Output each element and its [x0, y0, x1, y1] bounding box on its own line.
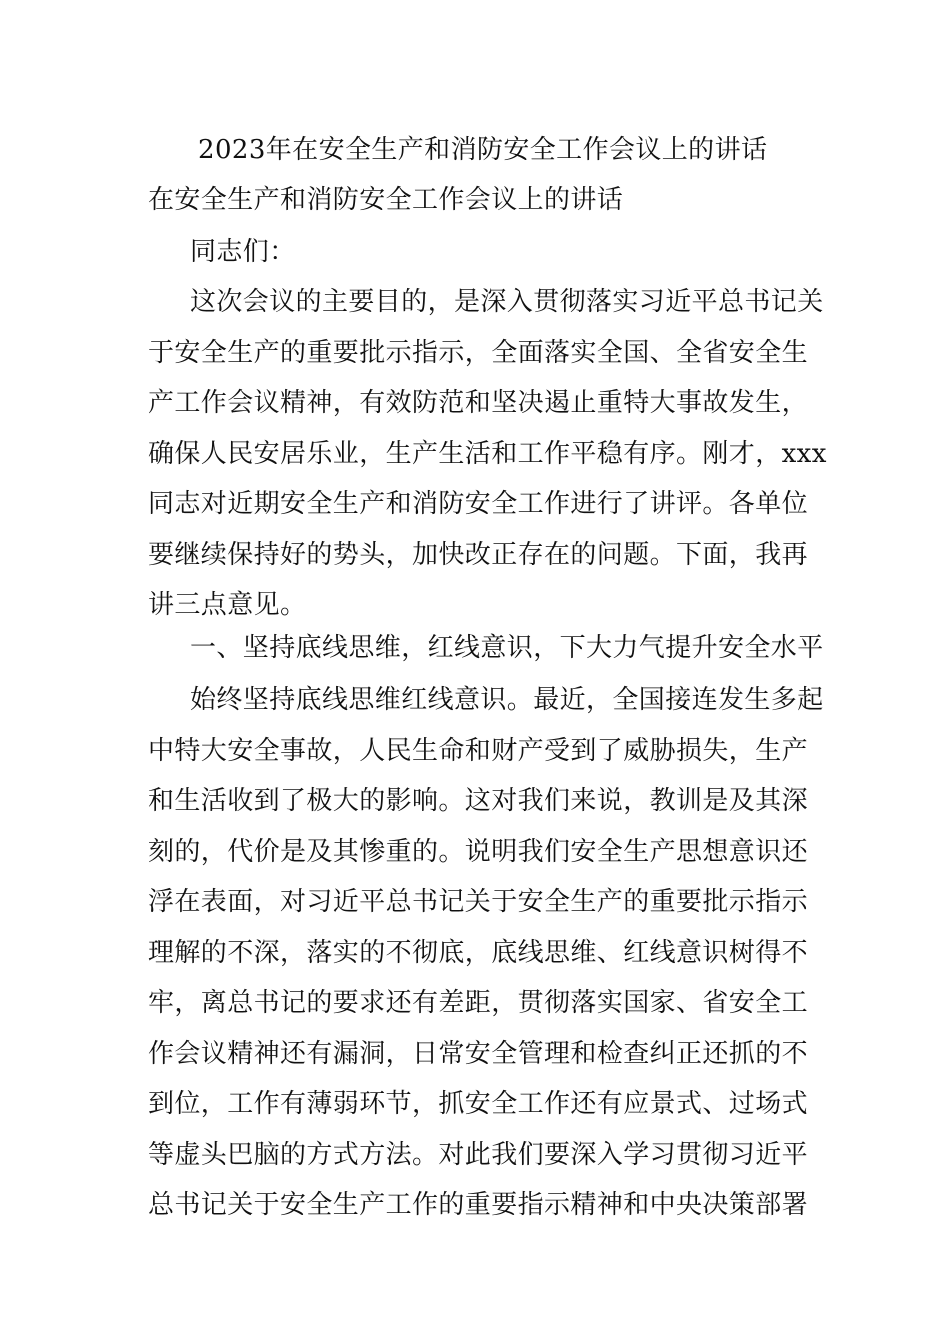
paragraph-line: 要继续保持好的势头，加快改正存在的问题。下面，我再 [148, 539, 809, 570]
section-heading: 一、坚持底线思维，红线意识，下大力气提升安全水平 [190, 633, 824, 663]
paragraph-line: 于安全生产的重要批示指示，全面落实全国、全省安全生 [148, 337, 809, 368]
paragraph-line: 理解的不深，落实的不彻底，底线思维、红线意识树得不 [148, 937, 809, 968]
salutation: 同志们： [190, 237, 296, 267]
paragraph-intro [148, 286, 827, 640]
document-subtitle: 在安全生产和消防安全工作会议上的讲话 [148, 185, 624, 215]
document-title: 2023年在安全生产和消防安全工作会议上的讲话 [198, 135, 768, 165]
paragraph-line: 等虚头巴脑的方式方法。对此我们要深入学习贯彻习近平 [148, 1139, 809, 1170]
paragraph-line: 始终坚持底线思维红线意识。最近，全国接连发生多起 [190, 685, 824, 715]
paragraph-line: 牢，离总书记的要求还有差距，贯彻落实国家、省安全工 [148, 988, 809, 1018]
paragraph-line: 到位，工作有薄弱环节，抓安全工作还有应景式、过场式 [148, 1089, 809, 1119]
paragraph-line: 刻的，代价是及其惨重的。说明我们安全生产思想意识还 [148, 836, 809, 867]
paragraph-line: 总书记关于安全生产工作的重要指示精神和中央决策部署 [148, 1190, 809, 1220]
paragraph-line: 讲三点意见。 [148, 590, 307, 620]
paragraph-line: 作会议精神还有漏洞，日常安全管理和检查纠正还抓的不 [148, 1038, 809, 1069]
paragraph-line: 浮在表面，对习近平总书记关于安全生产的重要批示指示 [148, 887, 809, 917]
paragraph-line: 确保人民安居乐业，生产生活和工作平稳有序。刚才，xxx [148, 438, 827, 469]
paragraph-line: 中特大安全事故，人民生命和财产受到了威胁损失，生产 [148, 735, 809, 766]
paragraph-line: 同志对近期安全生产和消防安全工作进行了讲评。各单位 [148, 489, 809, 519]
paragraph-line: 产工作会议精神，有效防范和坚决遏止重特大事故发生， [148, 388, 809, 418]
paragraph-line: 和生活收到了极大的影响。这对我们来说，教训是及其深 [148, 786, 809, 816]
paragraph-line: 这次会议的主要目的，是深入贯彻落实习近平总书记关 [190, 287, 824, 317]
paragraph-section-1 [148, 684, 824, 1240]
